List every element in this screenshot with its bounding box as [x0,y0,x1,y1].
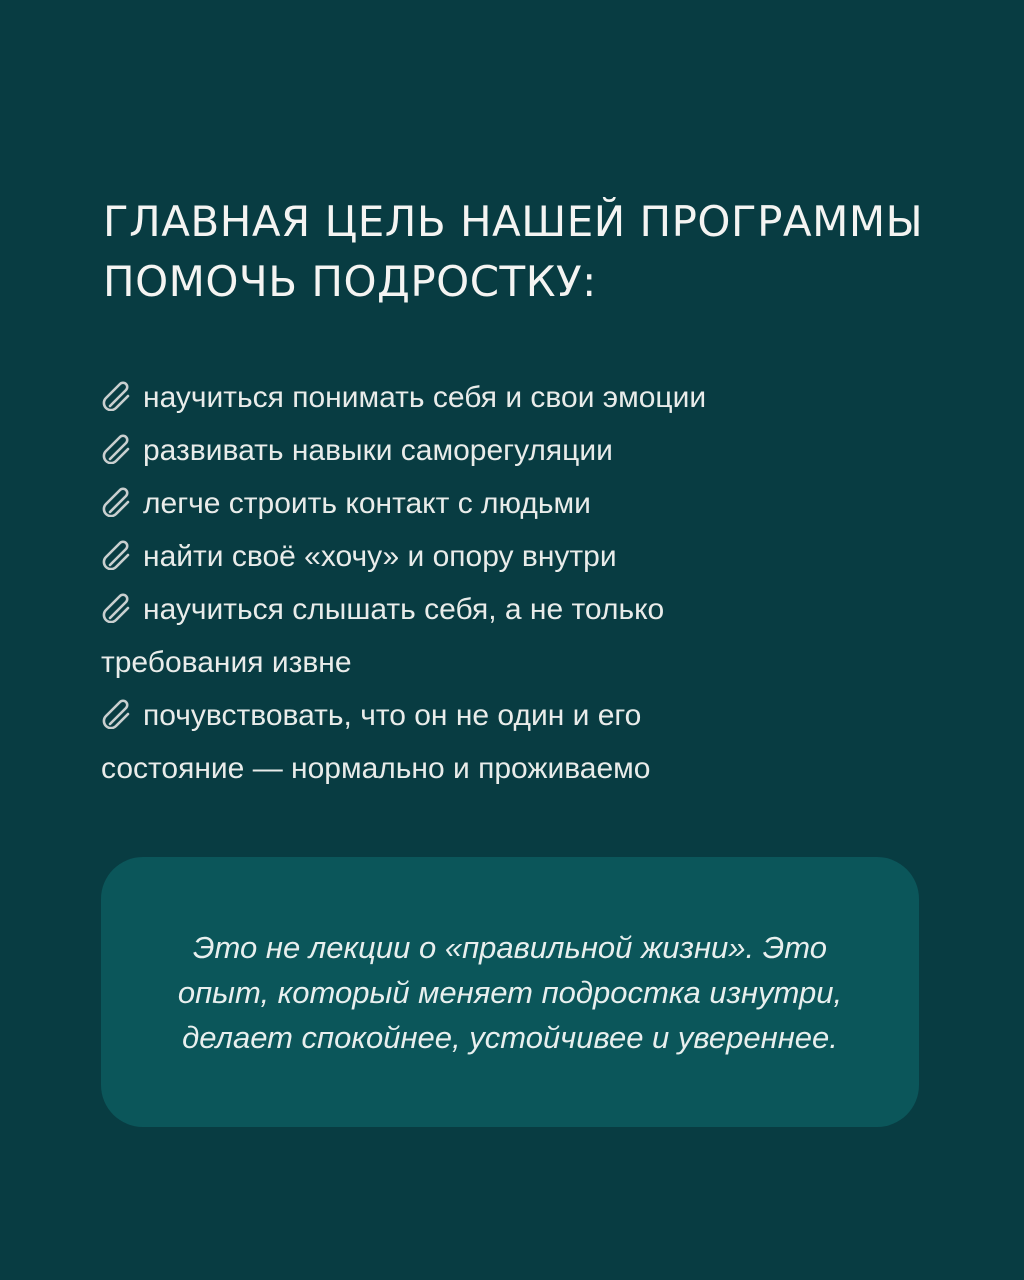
title-line-1: ГЛАВНАЯ ЦЕЛЬ НАШЕЙ ПРОГРАММЫ [103,197,924,246]
list-item-text: найти своё «хочу» и опору внутри [143,540,617,573]
paperclip-icon [101,540,135,570]
paperclip-icon [101,434,135,464]
list-item [101,530,961,583]
paperclip-icon [101,593,135,623]
quote-line-1: Это не лекции о «правильной жизни». Это [193,930,827,965]
list-item-text: легче строить контакт с людьми [143,487,591,520]
list-item [101,371,961,424]
list-item-text-continued: состояние — нормально и проживаемо [101,752,651,785]
list-item-text: научиться понимать себя и свои эмоции [143,381,707,414]
list-item [101,424,961,477]
quote-box [101,857,919,1127]
quote-line-3: делает спокойнее, устойчивее и увереннее. [182,1020,838,1055]
page-title [103,192,1003,312]
list-item-text: научиться слышать себя, а не только [143,593,665,626]
paperclip-icon [101,699,135,729]
list-item [101,689,961,795]
list-item-text-continued: требования извне [101,646,352,679]
list-item-text: почувствовать, что он не один и его [143,699,642,732]
list-item [101,477,961,530]
paperclip-icon [101,381,135,411]
goals-list [101,371,961,795]
list-item-text: развивать навыки саморегуляции [143,434,613,467]
paperclip-icon [101,487,135,517]
quote-line-2: опыт, который меняет подростка изнутри, [177,975,843,1010]
quote-text [101,925,919,1060]
title-line-2: ПОМОЧЬ ПОДРОСТКУ: [103,257,597,306]
list-item [101,583,961,689]
